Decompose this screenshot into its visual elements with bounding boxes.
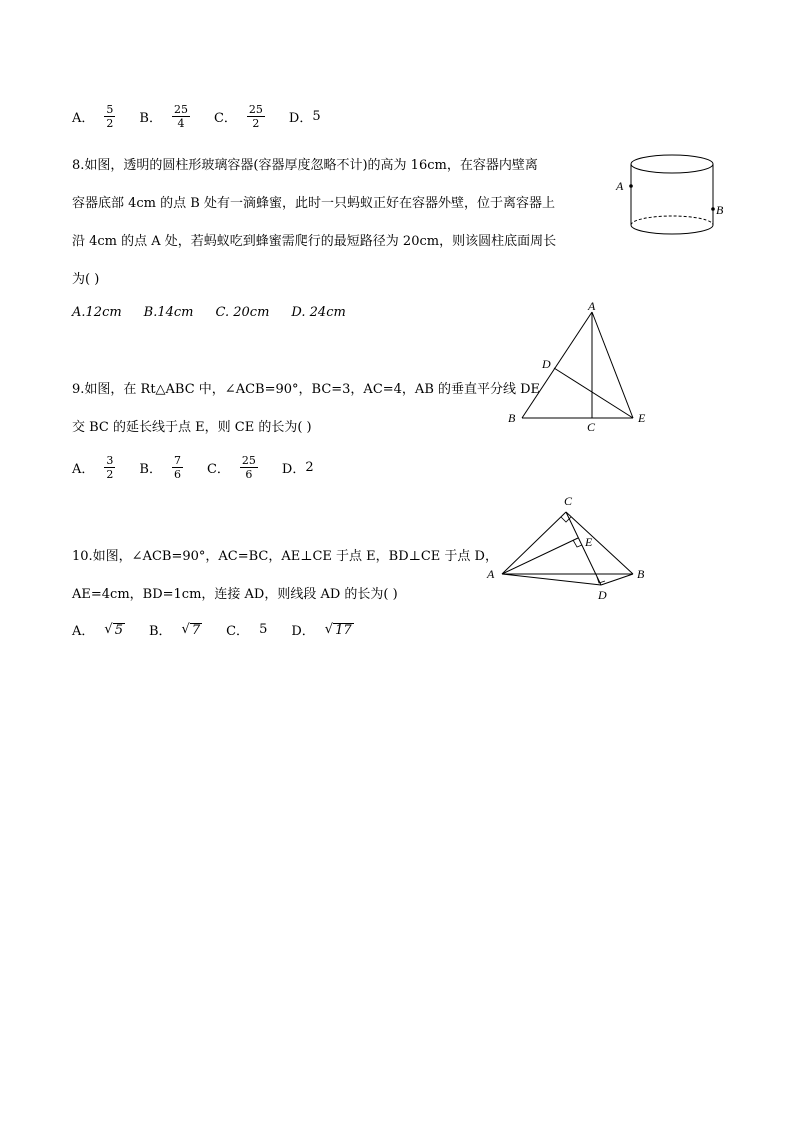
q8-cylinder-figure [608, 148, 728, 243]
cylinder-top-ellipse [631, 155, 713, 173]
label-d: D [598, 588, 607, 602]
q9-line-2: 交 BC 的延长线于点 E，则 CE 的长为( ) [72, 420, 312, 435]
segment-de [554, 368, 633, 418]
segment-bd [601, 574, 633, 585]
label-c: C [564, 494, 573, 508]
label-e: E [638, 411, 646, 425]
q8-option-c: C. 20cm [215, 305, 270, 320]
label-a: A [588, 300, 596, 313]
label-e: E [585, 535, 593, 549]
q8-line-4: 为( ) [72, 272, 100, 287]
q10-option-d: D． √ 17 [291, 622, 352, 639]
q10-option-b: B． √ 7 [148, 622, 201, 639]
q10-line-2: AE=4cm，BD=1cm，连接 AD，则线段 AD 的长为( ) [72, 587, 398, 602]
fraction: $\frac{25}{4}$ [173, 103, 188, 130]
q9-option-b: B． $\frac{7}{6}$ [139, 454, 181, 481]
label-a: A [616, 179, 624, 193]
fraction: $\frac{3}{2}$ [106, 454, 114, 481]
q10-triangle-figure [480, 490, 655, 610]
q8-option-b: B.14cm [143, 305, 194, 320]
q7-options [72, 103, 345, 130]
q10-option-c: C． 5 [226, 622, 268, 639]
label-b: B [637, 567, 645, 581]
q10-line-1: 10.如图，∠ACB=90°，AC=BC，AE⊥CE 于点 E，BD⊥CE 于点 D， [72, 549, 498, 564]
fraction: $\frac{25}{2}$ [248, 103, 263, 130]
sqrt: √ 7 [181, 622, 201, 638]
fraction: $\frac{5}{2}$ [106, 103, 114, 130]
segment-ae [502, 538, 578, 574]
q8-option-d: D. 24cm [291, 305, 346, 320]
label-b: B [716, 203, 724, 217]
q7-option-c: C． $\frac{25}{2}$ [213, 103, 263, 130]
segment-cb [566, 512, 633, 574]
segment-ad [502, 574, 601, 585]
label-c: C [587, 420, 596, 434]
q8-option-a: A.12cm [72, 305, 122, 320]
q9-option-c: C． $\frac{25}{6}$ [206, 454, 256, 481]
q10-options [72, 620, 378, 639]
q9-option-a: A． $\frac{3}{2}$ [72, 454, 114, 481]
point-a-dot [629, 184, 633, 188]
q9-triangle-figure [500, 300, 660, 440]
label-d: D [542, 357, 551, 371]
q7-option-d: D． 5 [288, 109, 321, 126]
q9-line-1: 9.如图，在 Rt△ABC 中，∠ACB=90°，BC=3，AC=4，AB 的垂直平分线 DE [72, 382, 541, 397]
right-angle-mark-d [597, 577, 605, 583]
cylinder-bottom-front [631, 225, 713, 234]
q7-option-a: A． $\frac{5}{2}$ [72, 103, 114, 130]
q8-line-2: 容器底部 4cm 的点 B 处有一滴蜂蜜，此时一只蚂蚁正好在容器外壁，位于离容器上 [72, 196, 555, 211]
fraction: $\frac{25}{6}$ [241, 454, 256, 481]
segment-ac [502, 512, 566, 574]
q8-options [72, 305, 370, 320]
cylinder-bottom-back [631, 216, 713, 225]
q10-option-a: A． √ 5 [72, 622, 123, 639]
q8-line-1: 8.如图，透明的圆柱形玻璃容器(容器厚度忽略不计)的高为 16cm，在容器内壁离 [72, 158, 538, 173]
fraction: $\frac{7}{6}$ [173, 454, 181, 481]
label-b: B [508, 411, 516, 425]
q9-option-d: D． 2 [281, 460, 314, 477]
q9-options [72, 454, 338, 481]
sqrt: √ 5 [104, 622, 123, 638]
segment-ab [522, 312, 592, 418]
q8-line-3: 沿 4cm 的点 A 处，若蚂蚁吃到蜂蜜需爬行的最短路径为 20cm，则该圆柱底面周长 [72, 234, 557, 249]
label-a: A [487, 567, 495, 581]
point-b-dot [711, 207, 715, 211]
q7-option-b: B． $\frac{25}{4}$ [139, 103, 188, 130]
sqrt: √ 17 [324, 622, 352, 638]
segment-ae [592, 312, 633, 418]
